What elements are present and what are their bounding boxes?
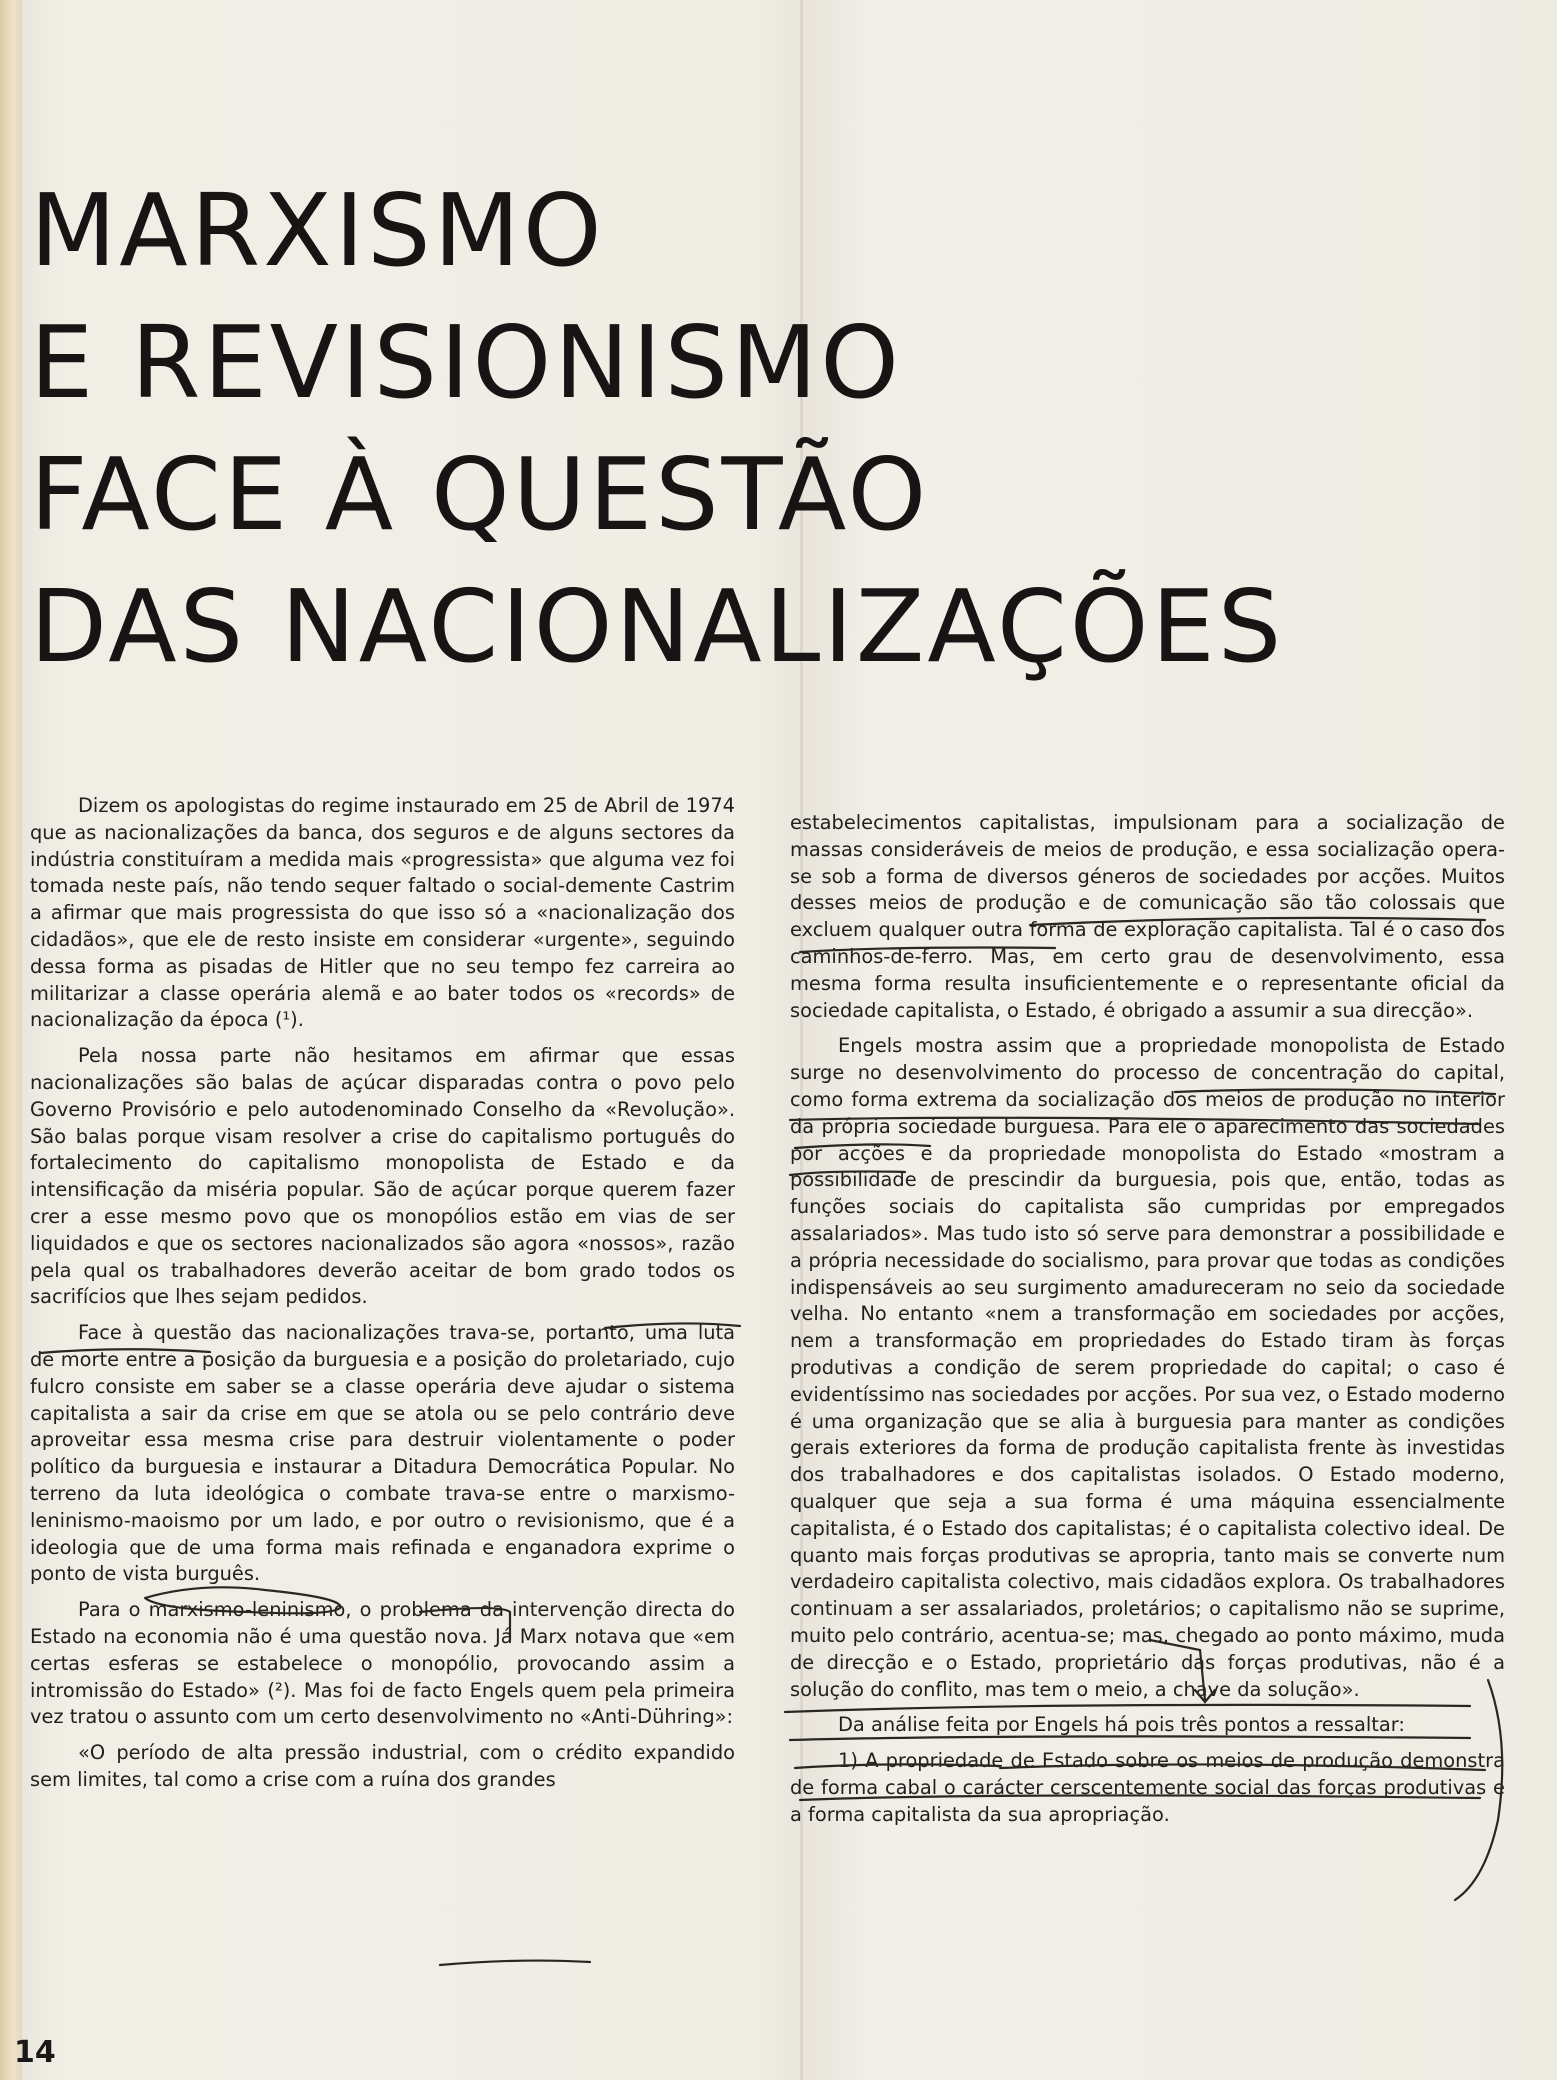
- left-paragraph-1: Dizem os apologistas do regime instaurado em 25 de Abril de 1974 que as nacionalizações da banca, dos seguros e de alguns sectores da indústria constituíram a medida mais «progressista» que alguma vez foi tomada neste país, não tendo sequer faltado o social-demente Castrim a afirmar que mais progressista do que isso só a «nacionalização dos cidadãos», que ele de resto insiste em considerar «urgente», seguindo dessa forma as pisadas de Hitler que no seu tempo fez carreira ao militarizar a classe operária alemã e ao bater todos os «records» de nacionalização da época (¹).: [30, 794, 735, 1032]
- article-title: [30, 165, 1510, 693]
- pen-underline-mark: [440, 1961, 590, 1965]
- right-paragraph-3: Da análise feita por Engels há pois três pontos a ressaltar:: [838, 1713, 1405, 1737]
- title-line-1: MARXISMO: [30, 172, 605, 289]
- left-paragraph-5: «O período de alta pressão industrial, com o crédito expandido sem limites, tal como a crise com a ruína dos grandes: [30, 1741, 735, 1791]
- right-paragraph-4: 1) A propriedade de Estado sobre os meios de produção demonstra de forma cabal o carácter cerscentemente social das forças produtivas e a forma capitalista da sua apropriação.: [790, 1749, 1505, 1826]
- title-line-2: E REVISIONISMO: [30, 304, 902, 421]
- title-line-3: FACE À QUESTÃO: [30, 436, 930, 553]
- left-paragraph-2: Pela nossa parte não hesitamos em afirmar que essas nacionalizações são balas de açúcar disparadas contra o povo pelo Governo Provisório e pelo autodenominado Conselho da «Revolução». São balas porque visam resolver a crise do capitalismo português do fortalecimento do capitalismo monopolista de Estado e da intensificação da miséria popular. São de açúcar porque querem fazer crer a esse mesmo povo que os monopólios estão em vias de ser liquidados e que os sectores nacionalizados são agora «nossos», razão pela qual os trabalhadores deverão aceitar de bom grado todos os sacrifícios que lhes sejam pedidos.: [30, 1044, 735, 1309]
- left-text-column: [30, 793, 735, 1803]
- page-number: 14: [14, 2035, 56, 2070]
- title-line-4: DAS NACIONALIZAÇÕES: [30, 568, 1285, 685]
- right-paragraph-2: Engels mostra assim que a propriedade monopolista de Estado surge no desenvolvimento do processo de concentração do capital, como forma extrema da socialização dos meios de produção no interior da própria sociedade burguesa. Para ele o aparecimento das sociedades por acções e da propriedade monopolista do Estado «mostram a possibilidade de prescindir da burguesia, pois que, então, todas as funções sociais do capitalista são cumpridas por empregados assalariados». Mas tudo isto só serve para demonstrar a possibilidade e a própria necessidade do socialismo, para provar que todas as condições indispensáveis ao seu surgimento amadureceram no seio da sociedade velha. No entanto «nem a transformação em sociedades por acções, nem a transformação em propriedades do Estado tiram às forças produtivas a condição de serem propriedade do capital; o caso é evidentíssimo nas sociedades por acções. Por sua vez, o Estado moderno é uma organização que se alia à burguesia para manter as condições gerais exteriores da forma de produção capitalista frente às investidas dos trabalhadores e dos capitalistas isolados. O Estado moderno, qualquer que seja a sua forma é uma máquina essencialmente capitalista, é o Estado dos capitalistas; é o capitalista colectivo ideal. De quanto mais forças produtivas se apropria, tanto mais se converte num verdadeiro capitalista colectivo, mais cidadãos explora. Os trabalhadores continuam a ser assalariados, proletários; o capitalismo não se suprime, muito pelo contrário, acentua-se; mas, chegado ao ponto máximo, muda de direcção e o Estado, proprietário das forças produtivas, não é a solução do conflito, mas tem o meio, a chave da solução».: [790, 1034, 1505, 1701]
- left-paragraph-3: Face à questão das nacionalizações trava-se, portanto, uma luta de morte entre a posição da burguesia e a posição do proletariado, cujo fulcro consiste em saber se a classe operária deve ajudar o sistema capitalista a sair da crise em que se atola ou se pelo contrário deve aproveitar essa mesma crise para destruir violentamente o poder político da burguesia e instaurar a Ditadura Democrática Popular. No terreno da luta ideológica o combate trava-se entre o marxismo-leninismo-maoismo por um lado, e por outro o revisionismo, que é a ideologia que de uma forma mais refinada e enganadora exprime o ponto de vista burguês.: [30, 1321, 735, 1586]
- page-binding-edge: [0, 0, 22, 2080]
- left-paragraph-4: Para o marxismo-leninismo, o problema da intervenção directa do Estado na economia não é uma questão nova. Já Marx notava que «em certas esferas se estabelece o monopólio, provocando assim a intromissão do Estado» (²). Mas foi de facto Engels quem pela primeira vez tratou o assunto com um certo desenvolvimento no «Anti-Dühring»:: [30, 1598, 735, 1729]
- right-paragraph-1: estabelecimentos capitalistas, impulsionam para a socialização de massas consideráveis de meios de produção, e essa socialização opera-se sob a forma de diversos géneros de sociedades por acções. Muitos desses meios de produção e de comunicação são tão colossais que excluem qualquer outra forma de exploração capitalista. Tal é o caso dos caminhos-de-ferro. Mas, em certo grau de desenvolvimento, essa mesma forma resulta insuficientemente e o representante oficial da sociedade capitalista, o Estado, é obrigado a assumir a sua direcção».: [790, 811, 1505, 1022]
- right-text-column: [790, 810, 1505, 1837]
